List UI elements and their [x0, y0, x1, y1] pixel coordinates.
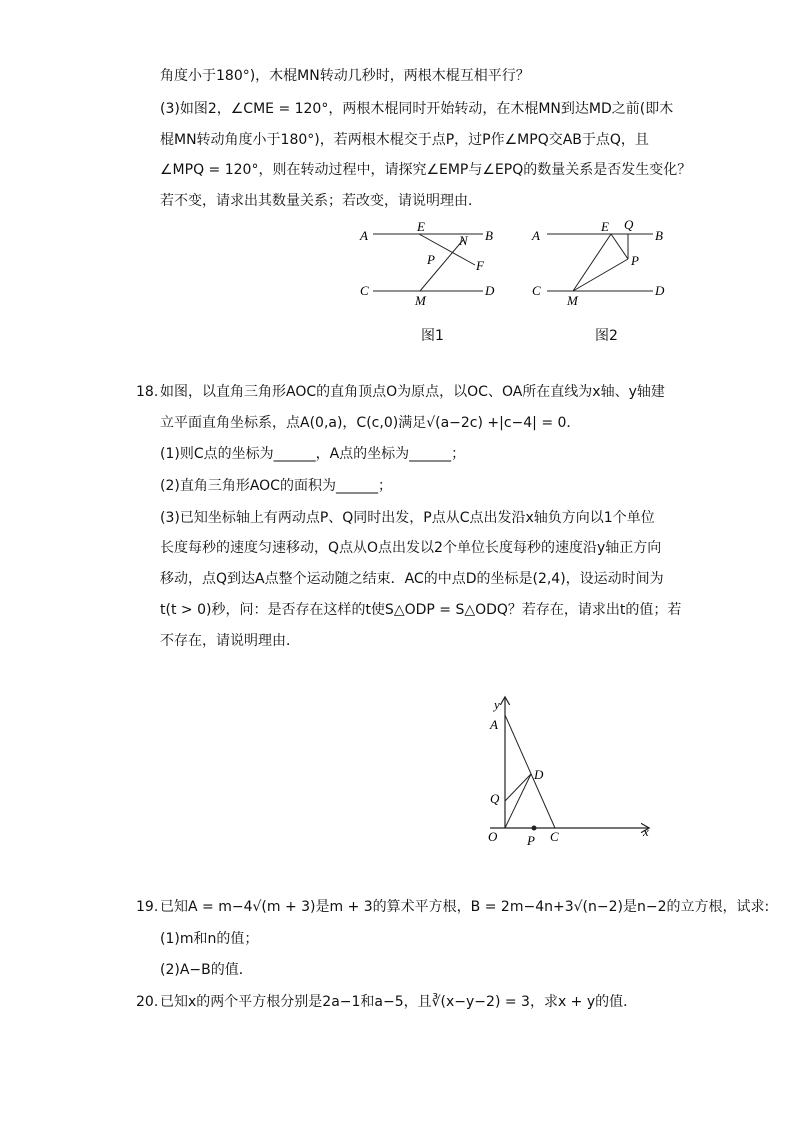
q18-line-6: 长度每秒的速度匀速移动，Q点从O点出发以2个单位长度每秒的速度沿y轴正方向	[160, 540, 662, 556]
q18-coordinate-diagram	[480, 693, 660, 853]
q18-line-1: 如图，以直角三角形AOC的直角顶点O为原点，以OC、OA所在直线为x轴、y轴建	[160, 384, 665, 400]
q19-number: 19.	[136, 899, 159, 915]
q18-line-8: t(t > 0)秒，问：是否存在这样的t使S△ODP = S△ODQ？若存在，请求出t的值；若	[160, 602, 682, 618]
q18-line-5: (3)已知坐标轴上有两动点P、Q同时出发，P点从C点出发沿x轴负方向以1个单位	[160, 510, 655, 526]
fig1-label-P: P	[427, 252, 435, 267]
q18-label-Q: Q	[490, 791, 500, 806]
q18-line-9: 不存在，请说明理由．	[160, 633, 300, 649]
fig2-line-ME	[573, 234, 611, 291]
fig1-label-M: M	[415, 293, 426, 308]
figure-2-caption: 图2	[595, 328, 618, 344]
q19-line-1: 已知A = m−4√(m + 3)是m + 3的算术平方根，B = 2m−4n+3√(n−2)是n−2的立方根，试求:	[160, 899, 770, 915]
q20-number: 20.	[136, 994, 159, 1010]
fig1-label-A: A	[360, 228, 368, 243]
fig1-label-D: D	[485, 283, 495, 298]
q19-line-3: (2)A−B的值．	[160, 962, 253, 978]
fig1-label-E: E	[417, 219, 425, 234]
fig2-label-Q: Q	[624, 217, 634, 232]
q18-segment-OD	[505, 774, 531, 828]
q17-line-1: 角度小于180°)，木棍MN转动几秒时，两根木棍互相平行？	[160, 68, 530, 84]
fig1-label-B: B	[485, 228, 493, 243]
figure-1-caption: 图1	[421, 328, 444, 344]
q18-line-7: 移动，点Q到达A点整个运动随之结束．AC的中点D的坐标是(2,4)，设运动时间为	[160, 571, 664, 587]
q18-number: 18.	[136, 384, 159, 400]
q17-line-4: ∠MPQ = 120°，则在转动过程中，请探究∠EMP与∠EPQ的数量关系是否发生变化？	[160, 162, 692, 178]
q17-line-5: 若不变，请求出其数量关系；若改变，请说明理由．	[160, 193, 482, 209]
q18-line-4: (2)直角三角形AOC的面积为______；	[160, 478, 392, 494]
q18-label-O: O	[488, 829, 498, 844]
q18-segment-QD	[505, 774, 531, 801]
fig1-label-F: F	[476, 258, 484, 273]
fig2-label-P: P	[631, 253, 639, 268]
q18-segment-AC	[505, 715, 555, 828]
fig2-label-C: C	[532, 283, 541, 298]
fig1-label-N: N	[459, 233, 468, 248]
fig2-line-MP	[573, 259, 628, 291]
fig2-label-E: E	[601, 219, 609, 234]
q18-point-P	[532, 826, 537, 831]
q17-line-2: (3)如图2，∠CME = 120°，两根木棍同时开始转动，在木棍MN到达MD之前(即木	[160, 101, 674, 117]
q18-label-D: D	[534, 767, 544, 782]
q18-label-C: C	[550, 829, 559, 844]
fig2-label-D: D	[655, 283, 665, 298]
q19-line-2: (1)m和n的值；	[160, 931, 259, 947]
q18-line-2: 立平面直角坐标系，点A(0,a)，C(c,0)满足√(a−2c) +|c−4| = 0．	[160, 415, 581, 431]
fig2-label-B: B	[655, 228, 663, 243]
q18-label-y: y	[494, 697, 500, 712]
q18-label-P: P	[527, 833, 535, 848]
fig1-label-C: C	[360, 283, 369, 298]
q18-line-3: (1)则C点的坐标为______，A点的坐标为______；	[160, 446, 466, 462]
fig2-line-EP	[611, 234, 628, 259]
figure-1-diagram	[355, 215, 505, 310]
fig2-label-M: M	[567, 293, 578, 308]
q20-line-1: 已知x的两个平方根分别是2a−1和a−5，且∛(x−y−2) = 3，求x + y的值．	[160, 994, 638, 1010]
fig2-label-A: A	[532, 228, 540, 243]
figure-2-diagram	[525, 215, 675, 310]
q18-label-x: x	[643, 824, 649, 839]
q17-line-3: 棍MN转动角度小于180°)，若两根木棍交于点P，过P作∠MPQ交AB于点Q，且	[160, 132, 649, 148]
q18-label-A: A	[490, 717, 498, 732]
